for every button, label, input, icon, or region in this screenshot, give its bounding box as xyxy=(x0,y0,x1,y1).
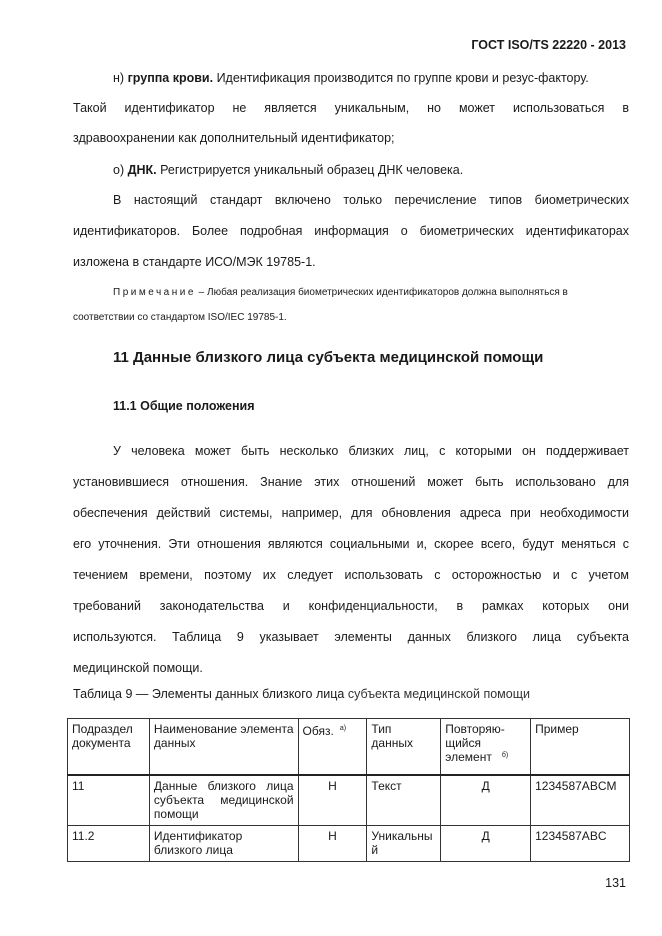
cell-data-type: Уникальный xyxy=(367,826,441,862)
cell-mandatory: Н xyxy=(298,826,367,862)
note-text: – Любая реализация биометрических идентификаторов должна выполняться в xyxy=(195,287,568,298)
header-mandatory xyxy=(298,719,367,776)
footnote-mark: б) xyxy=(501,752,509,759)
section-title: 11 Данные близкого лица субъекта медицинской помощи xyxy=(113,349,544,366)
paragraph-n-line3: здравоохранении как дополнительный идентификатор; xyxy=(73,131,395,145)
paragraph-text: Идентификация производится по группе крови и резус-фактору. xyxy=(213,71,589,85)
body-line: установившиеся отношения. Знание этих отношений может быть использовано для xyxy=(73,475,629,489)
body-line: требований законодательства и конфиденциальности, в рамках которых они xyxy=(73,599,629,613)
data-elements-table xyxy=(67,718,630,862)
body-line: обеспечения действий системы, например, для обновления адреса при необходимости xyxy=(73,506,629,520)
cell-example: 1234587ABCM xyxy=(531,775,630,826)
table-row xyxy=(68,826,630,862)
list-marker: н) xyxy=(113,71,125,85)
body-line: течением времени, поэтому их следует использовать с осторожностью и с учетом xyxy=(73,568,629,582)
subsection-title: 11.1 Общие положения xyxy=(113,399,255,413)
paragraph-text: Регистрируется уникальный образец ДНК человека. xyxy=(156,163,464,177)
document-header: ГОСТ ISO/TS 22220 - 2013 xyxy=(471,38,626,52)
note-line2: соответствии со стандартом ISO/IEC 19785-1. xyxy=(73,312,287,323)
standard-para-line1: В настоящий стандарт включено только перечисление типов биометрических xyxy=(113,193,629,207)
paragraph-o xyxy=(113,163,463,177)
cell-element-name: Идентификатор близкого лица xyxy=(149,826,298,862)
term-blood-group: группа крови. xyxy=(127,71,214,85)
note-label: Примечание xyxy=(113,287,196,298)
cell-subsection: 11.2 xyxy=(68,826,150,862)
body-line: медицинской помощи. xyxy=(73,661,203,675)
standard-para-line3: изложена в стандарте ИСО/МЭК 19785-1. xyxy=(73,255,316,269)
header-mandatory-label: Обяз. xyxy=(302,724,334,738)
cell-mandatory: Н xyxy=(298,775,367,826)
page-number: 131 xyxy=(605,876,626,890)
cell-element-name: Данные близкого лица субъекта медицинской помощи xyxy=(149,775,298,826)
paragraph-n-line2: Такой идентификатор не является уникальным, но может использоваться в xyxy=(73,101,629,115)
body-line: его уточнения. Эти отношения являются социальными и, скорее всего, будут меняться с xyxy=(73,537,629,551)
table-header-row xyxy=(68,719,630,776)
standard-para-line2: идентификаторов. Более подробная информация о биометрических идентификаторах xyxy=(73,224,629,238)
table-caption-tail: субъекта медицинской помощи xyxy=(344,687,530,701)
note-line1 xyxy=(113,287,568,298)
table-row xyxy=(68,775,630,826)
footnote-mark: а) xyxy=(339,725,347,732)
list-marker: о) xyxy=(113,163,125,177)
body-line: используются. Таблица 9 указывает элементы данных близкого лица субъекта xyxy=(73,630,629,644)
header-example: Пример xyxy=(531,719,630,776)
header-data-type: Тип данных xyxy=(367,719,441,776)
cell-data-type: Текст xyxy=(367,775,441,826)
cell-repeating: Д xyxy=(441,826,531,862)
header-repeating xyxy=(441,719,531,776)
term-dna: ДНК. xyxy=(127,163,157,177)
body-line: У человека может быть несколько близких лиц, с которыми он поддерживает xyxy=(113,444,629,458)
cell-repeating: Д xyxy=(441,775,531,826)
header-subsection: Подраздел документа xyxy=(68,719,150,776)
table-caption-main: Таблица 9 — Элементы данных близкого лица xyxy=(73,687,345,701)
table-caption xyxy=(73,687,530,701)
header-element-name: Наименование элемента данных xyxy=(149,719,298,776)
cell-example: 1234587ABC xyxy=(531,826,630,862)
cell-subsection: 11 xyxy=(68,775,150,826)
paragraph-n-line1 xyxy=(113,71,589,85)
header-repeating-label: Повторяю-щийся элемент xyxy=(445,722,505,764)
